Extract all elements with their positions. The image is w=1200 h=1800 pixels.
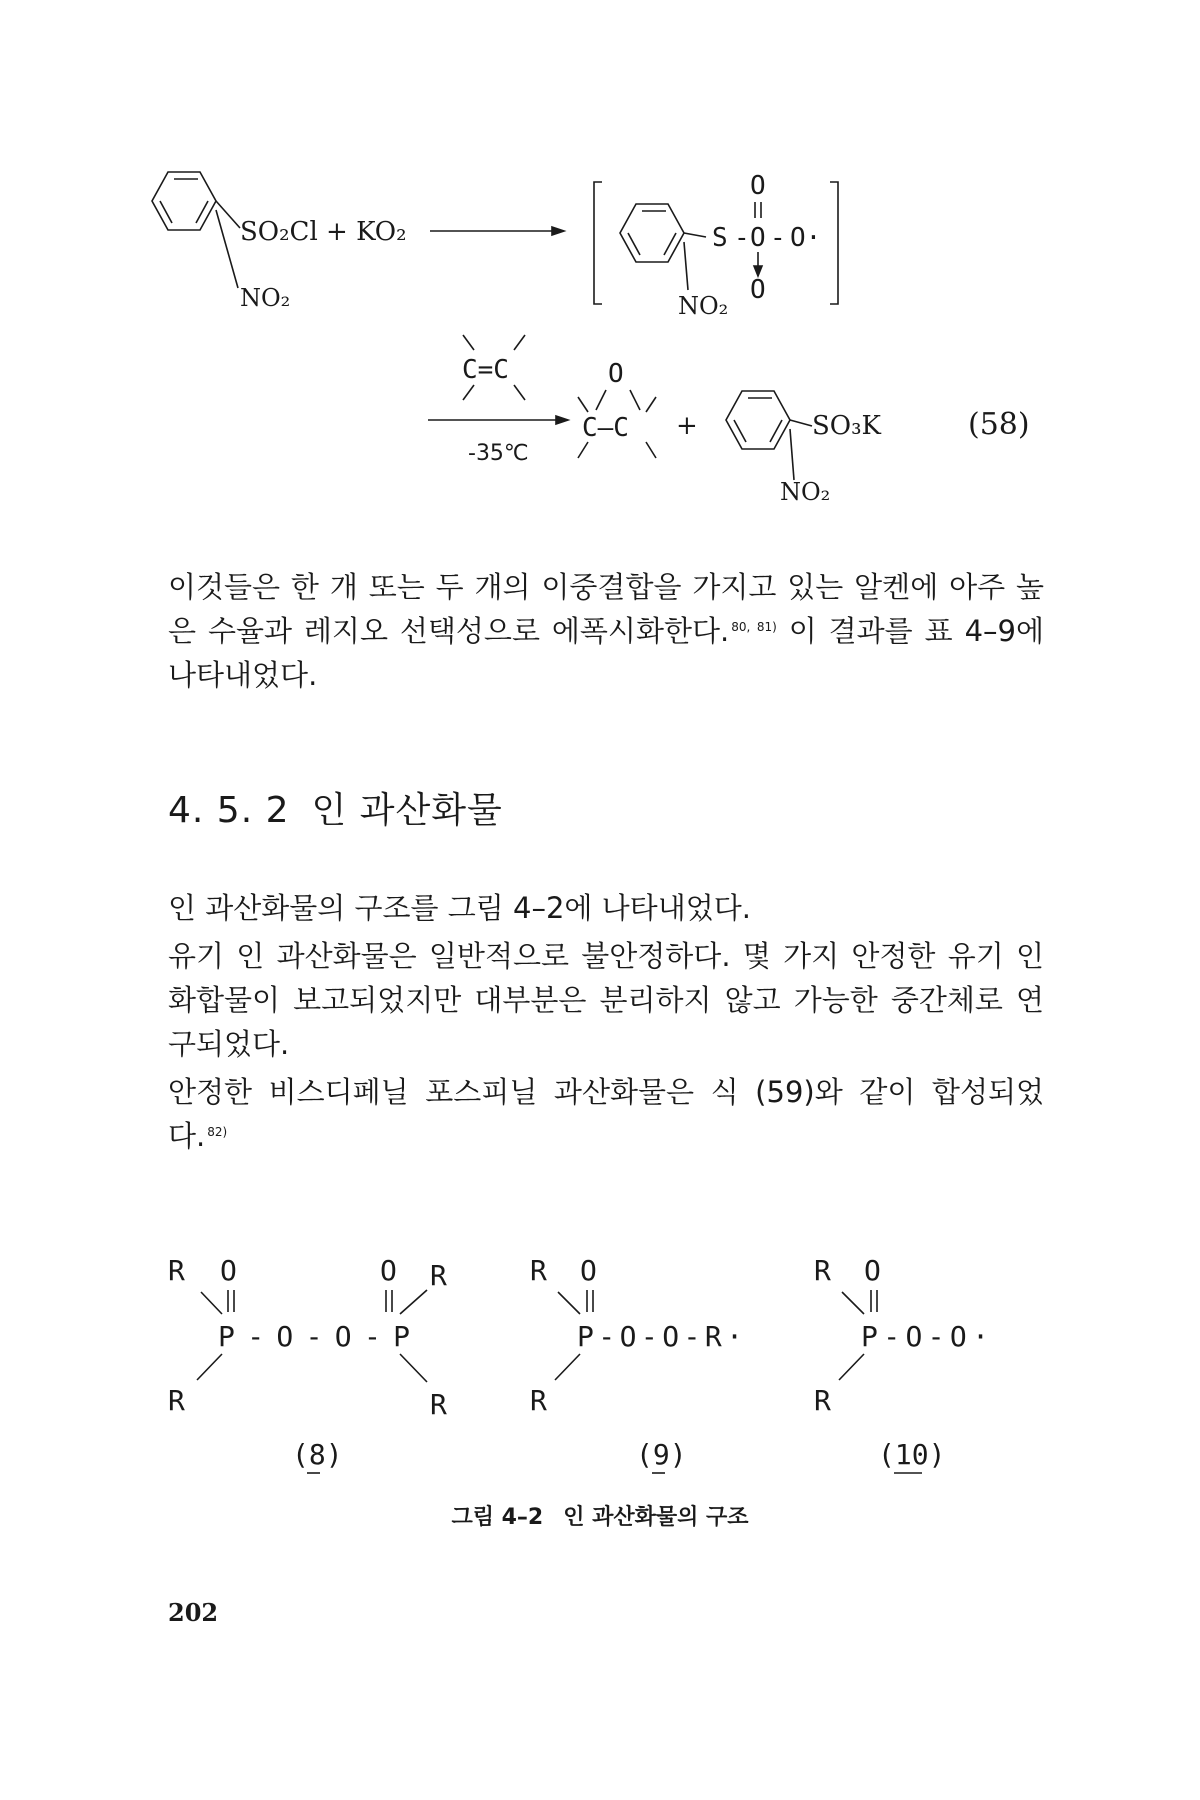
chain-structure-10: P-O-O· (861, 1320, 989, 1353)
citation-82: 82) (207, 1125, 228, 1139)
svg-text:-: - (770, 223, 786, 253)
r-group-9b: R (530, 1384, 547, 1417)
equation-number-58: (58) (968, 407, 1030, 442)
oxygen-8a: O (220, 1254, 237, 1287)
intermediate-no2: NO₂ (678, 292, 729, 320)
intermediate-sulfur: S (712, 223, 728, 253)
product-no2: NO₂ (780, 478, 831, 506)
figure-caption-text: 인 과산화물의 구조 (563, 1505, 749, 1530)
label-structure-10: (10) (878, 1438, 946, 1471)
product-formula: SO₃K (812, 411, 881, 441)
section-title: 인 과산화물 (311, 790, 503, 831)
paragraph-stability: 유기 인 과산화물은 일반적으로 불안정하다. 몇 가지 안정한 유기 인 화합물이 보고되었지만 대부분은 분리하지 않고 가능한 중간체로 연구되었다. (168, 939, 1044, 1061)
intermediate-oxygen-1: O (750, 223, 766, 253)
paragraph-epoxidation: 이것들은 한 개 또는 두 개의 이중결합을 가지고 있는 알켄에 아주 높은 수율과 레지오 선택성으로 에폭시화한다. $^{80, 81)}$ 이 결과를 표 4–9에 나타내었다. (168, 570, 1044, 692)
chain-structure-8: P - O - O - P (218, 1320, 410, 1353)
r-group-10b: R (814, 1384, 831, 1417)
r-group-8a: R (168, 1254, 185, 1287)
citation-80-81: 80, 81) (731, 620, 777, 634)
label-structure-8: (8) (292, 1438, 343, 1471)
section-number: 4. 5. 2 (168, 790, 290, 831)
epoxide-carbons: C—C (582, 413, 629, 443)
r-group-8c: R (168, 1384, 185, 1417)
intermediate-oxygen-radical: O· (790, 223, 822, 253)
epoxide-oxygen: O (608, 359, 624, 389)
page-number: 202 (168, 1598, 219, 1627)
intermediate-oxygen-bottom: O (750, 275, 766, 305)
reactant-no2: NO₂ (240, 284, 291, 312)
label-structure-9: (9) (636, 1438, 687, 1471)
reactant-formula: SO₂Cl + KO₂ (240, 217, 407, 247)
paragraph-synthesis: 안정한 비스디페닐 포스피닐 과산화물은 식 (59)와 같이 합성되었다. $^{82)}$ (168, 1075, 1044, 1153)
temperature-condition: -35℃ (468, 441, 529, 466)
chain-structure-9: P-O-O-R· (577, 1320, 743, 1353)
oxygen-8b: O (380, 1254, 397, 1287)
r-group-9a: R (530, 1254, 547, 1287)
plus-sign: + (676, 411, 698, 441)
alkene-label: C=C (462, 355, 509, 385)
figure-caption-label: 그림 4–2 (451, 1505, 544, 1530)
figure-caption (0, 1500, 1200, 1531)
intermediate-oxygen-double: O (750, 171, 766, 201)
r-group-8b: R (430, 1259, 447, 1292)
oxygen-10: O (864, 1254, 881, 1287)
oxygen-9: O (580, 1254, 597, 1287)
svg-text:-: - (734, 223, 750, 253)
r-group-8d: R (430, 1388, 447, 1421)
paragraph-structure-intro: 인 과산화물의 구조를 그림 4–2에 나타내었다. (168, 891, 751, 925)
r-group-10a: R (814, 1254, 831, 1287)
